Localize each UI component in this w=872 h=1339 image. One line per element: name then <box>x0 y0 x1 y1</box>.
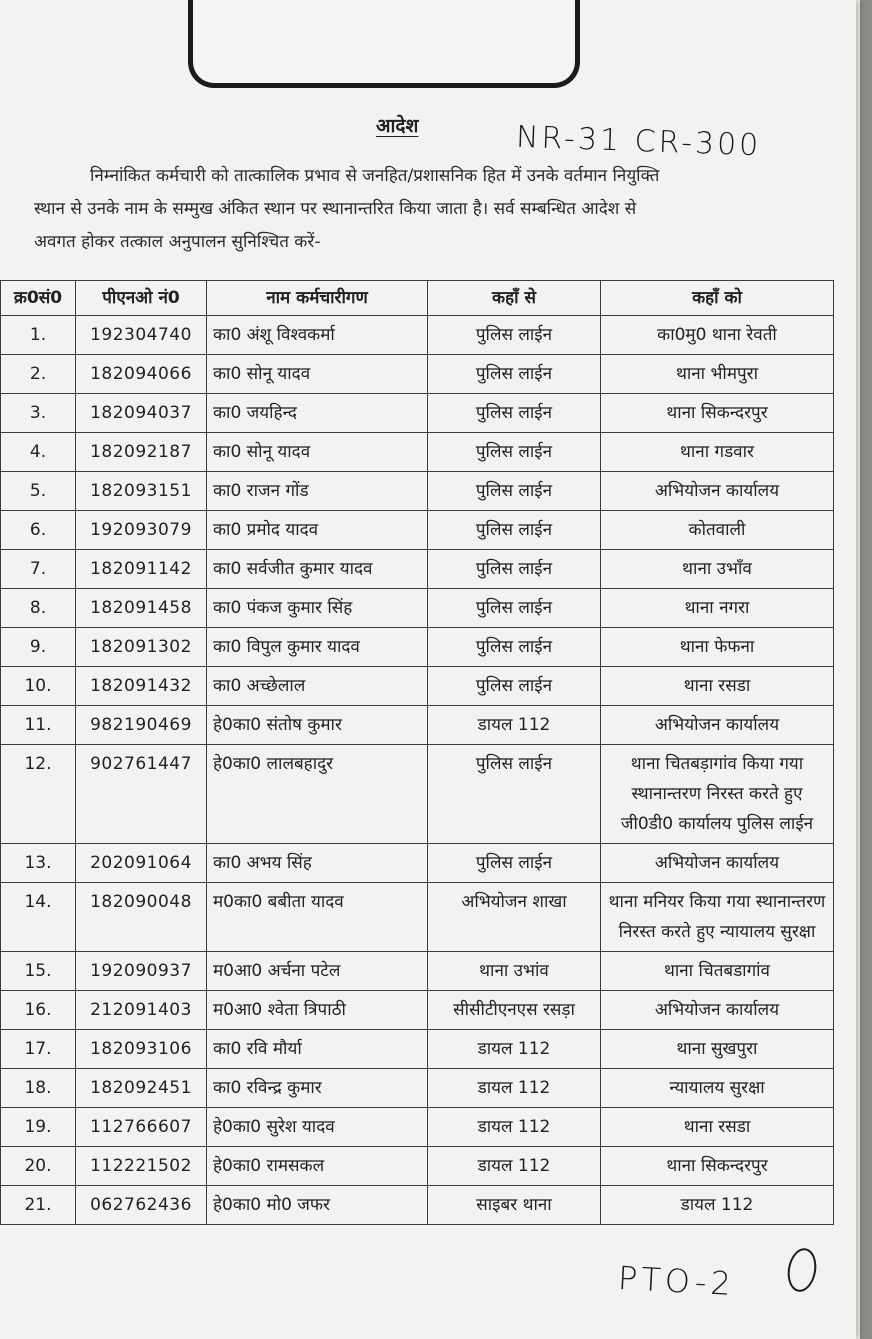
cell-from: साइबर थाना <box>428 1186 601 1225</box>
table-row <box>1 394 834 433</box>
header-pno: पीएनओ नं0 <box>76 281 207 316</box>
cell-from: पुलिस लाईन <box>428 433 601 472</box>
cell-name: का0 अच्छेलाल <box>207 667 428 706</box>
cell-from: पुलिस लाईन <box>428 316 601 355</box>
cell-to: थाना चितबड़ागांव किया गया स्थानान्तरण निरस्त करते हुए जी0डी0 कार्यालय पुलिस लाईन <box>601 745 834 844</box>
cell-from: पुलिस लाईन <box>428 472 601 511</box>
table-row <box>1 550 834 589</box>
cell-pno: 182094037 <box>76 394 207 433</box>
cell-to: थाना फेफना <box>601 628 834 667</box>
cell-pno: 182091458 <box>76 589 207 628</box>
cell-pno: 982190469 <box>76 706 207 745</box>
cell-name: का0 विपुल कुमार यादव <box>207 628 428 667</box>
cell-to: अभियोजन कार्यालय <box>601 844 834 883</box>
table-row <box>1 667 834 706</box>
cell-to: थाना नगरा <box>601 589 834 628</box>
table-row <box>1 883 834 952</box>
cell-serial: 20. <box>1 1147 76 1186</box>
cell-from: पुलिस लाईन <box>428 394 601 433</box>
cell-pno: 182091432 <box>76 667 207 706</box>
cell-serial: 18. <box>1 1069 76 1108</box>
cell-pno: 192090937 <box>76 952 207 991</box>
cell-to: डायल 112 <box>601 1186 834 1225</box>
cell-pno: 182093151 <box>76 472 207 511</box>
cell-serial: 19. <box>1 1108 76 1147</box>
cell-to: थाना चितबडागांव <box>601 952 834 991</box>
table-row <box>1 1108 834 1147</box>
cell-serial: 5. <box>1 472 76 511</box>
handwritten-circle-mark <box>784 1246 819 1294</box>
table-row <box>1 952 834 991</box>
cell-to: कोतवाली <box>601 511 834 550</box>
header-from: कहाँ से <box>428 281 601 316</box>
table-row <box>1 1186 834 1225</box>
cell-name: का0 सर्वजीत कुमार यादव <box>207 550 428 589</box>
table-row <box>1 355 834 394</box>
table-row <box>1 472 834 511</box>
intro-line: निम्नांकित कर्मचारी को तात्कालिक प्रभाव से जनहित/प्रशासनिक हित में उनके वर्तमान नियुक्ति <box>90 166 660 186</box>
table-row <box>1 745 834 844</box>
intro-line: अवगत होकर तत्काल अनुपालन सुनिश्चित करें- <box>34 232 321 252</box>
cell-to: थाना रसडा <box>601 1108 834 1147</box>
cell-serial: 21. <box>1 1186 76 1225</box>
cell-pno: 902761447 <box>76 745 207 844</box>
table-row <box>1 1147 834 1186</box>
clipboard-clip <box>188 0 580 88</box>
cell-pno: 112766607 <box>76 1108 207 1147</box>
cell-to: थाना भीमपुरा <box>601 355 834 394</box>
cell-name: हे0का0 सुरेश यादव <box>207 1108 428 1147</box>
header-name: नाम कर्मचारीगण <box>207 281 428 316</box>
cell-serial: 4. <box>1 433 76 472</box>
cell-from: पुलिस लाईन <box>428 355 601 394</box>
cell-pno: 192093079 <box>76 511 207 550</box>
cell-from: अभियोजन शाखा <box>428 883 601 952</box>
table-row <box>1 589 834 628</box>
cell-name: का0 पंकज कुमार सिंह <box>207 589 428 628</box>
cell-to: थाना सिकन्दरपुर <box>601 394 834 433</box>
cell-pno: 182092187 <box>76 433 207 472</box>
cell-serial: 3. <box>1 394 76 433</box>
cell-name: म0का0 बबीता यादव <box>207 883 428 952</box>
cell-name: म0आ0 अर्चना पटेल <box>207 952 428 991</box>
cell-from: डायल 112 <box>428 1069 601 1108</box>
cell-name: का0 अभय सिंह <box>207 844 428 883</box>
cell-serial: 7. <box>1 550 76 589</box>
cell-to: थाना सिकन्दरपुर <box>601 1147 834 1186</box>
cell-pno: 182090048 <box>76 883 207 952</box>
cell-serial: 15. <box>1 952 76 991</box>
cell-name: का0 राजन गोंड <box>207 472 428 511</box>
cell-from: पुलिस लाईन <box>428 745 601 844</box>
handwritten-reference: NR-31 CR-300 <box>515 119 762 164</box>
cell-serial: 12. <box>1 745 76 844</box>
header-serial: क्र0सं0 <box>1 281 76 316</box>
cell-pno: 112221502 <box>76 1147 207 1186</box>
cell-serial: 8. <box>1 589 76 628</box>
cell-from: पुलिस लाईन <box>428 628 601 667</box>
table-row <box>1 316 834 355</box>
cell-pno: 182091142 <box>76 550 207 589</box>
transfer-table <box>0 280 834 1225</box>
table-row <box>1 1030 834 1069</box>
cell-from: डायल 112 <box>428 1147 601 1186</box>
cell-serial: 16. <box>1 991 76 1030</box>
cell-name: का0 रवि मौर्या <box>207 1030 428 1069</box>
cell-to: अभियोजन कार्यालय <box>601 706 834 745</box>
table-row <box>1 511 834 550</box>
cell-to: थाना रसडा <box>601 667 834 706</box>
cell-name: का0 जयहिन्द <box>207 394 428 433</box>
cell-to: थाना गडवार <box>601 433 834 472</box>
order-title: आदेश <box>376 115 419 137</box>
handwritten-pto-note: PTO-2 <box>617 1258 736 1304</box>
intro-paragraph <box>34 160 814 259</box>
cell-name: का0 अंशू विश्वकर्मा <box>207 316 428 355</box>
cell-from: सीसीटीएनएस रसड़ा <box>428 991 601 1030</box>
cell-serial: 13. <box>1 844 76 883</box>
cell-name: का0 सोनू यादव <box>207 355 428 394</box>
cell-name: का0 प्रमोद यादव <box>207 511 428 550</box>
cell-serial: 11. <box>1 706 76 745</box>
table-row <box>1 628 834 667</box>
cell-from: थाना उभांव <box>428 952 601 991</box>
cell-from: पुलिस लाईन <box>428 844 601 883</box>
cell-name: हे0का0 लालबहादुर <box>207 745 428 844</box>
cell-from: पुलिस लाईन <box>428 667 601 706</box>
cell-to: का0मु0 थाना रेवती <box>601 316 834 355</box>
table-row <box>1 1069 834 1108</box>
cell-from: पुलिस लाईन <box>428 589 601 628</box>
cell-name: हे0का0 रामसकल <box>207 1147 428 1186</box>
cell-name: का0 रविन्द्र कुमार <box>207 1069 428 1108</box>
cell-from: डायल 112 <box>428 1030 601 1069</box>
cell-serial: 17. <box>1 1030 76 1069</box>
cell-pno: 212091403 <box>76 991 207 1030</box>
cell-pno: 182093106 <box>76 1030 207 1069</box>
cell-pno: 202091064 <box>76 844 207 883</box>
table-row <box>1 706 834 745</box>
cell-pno: 062762436 <box>76 1186 207 1225</box>
cell-name: का0 सोनू यादव <box>207 433 428 472</box>
cell-from: डायल 112 <box>428 1108 601 1147</box>
cell-from: पुलिस लाईन <box>428 511 601 550</box>
intro-line: स्थान से उनके नाम के सम्मुख अंकित स्थान पर स्थानान्तरित किया जाता है। सर्व सम्बन्धित आदेश से <box>34 199 637 219</box>
cell-from: पुलिस लाईन <box>428 550 601 589</box>
cell-name: हे0का0 मो0 जफर <box>207 1186 428 1225</box>
cell-to: अभियोजन कार्यालय <box>601 472 834 511</box>
cell-serial: 10. <box>1 667 76 706</box>
cell-pno: 182092451 <box>76 1069 207 1108</box>
cell-serial: 14. <box>1 883 76 952</box>
cell-to: थाना मनियर किया गया स्थानान्तरण निरस्त करते हुए न्यायालय सुरक्षा <box>601 883 834 952</box>
table-row <box>1 844 834 883</box>
cell-to: थाना उभाँव <box>601 550 834 589</box>
cell-pno: 192304740 <box>76 316 207 355</box>
cell-to: अभियोजन कार्यालय <box>601 991 834 1030</box>
cell-to: थाना सुखपुरा <box>601 1030 834 1069</box>
cell-from: डायल 112 <box>428 706 601 745</box>
table-row <box>1 991 834 1030</box>
cell-pno: 182094066 <box>76 355 207 394</box>
cell-name: हे0का0 संतोष कुमार <box>207 706 428 745</box>
cell-serial: 6. <box>1 511 76 550</box>
cell-serial: 9. <box>1 628 76 667</box>
cell-to: न्यायालय सुरक्षा <box>601 1069 834 1108</box>
cell-serial: 2. <box>1 355 76 394</box>
table-header-row <box>1 281 834 316</box>
cell-pno: 182091302 <box>76 628 207 667</box>
header-to: कहाँ को <box>601 281 834 316</box>
cell-name: म0आ0 श्वेता त्रिपाठी <box>207 991 428 1030</box>
cell-serial: 1. <box>1 316 76 355</box>
table-row <box>1 433 834 472</box>
